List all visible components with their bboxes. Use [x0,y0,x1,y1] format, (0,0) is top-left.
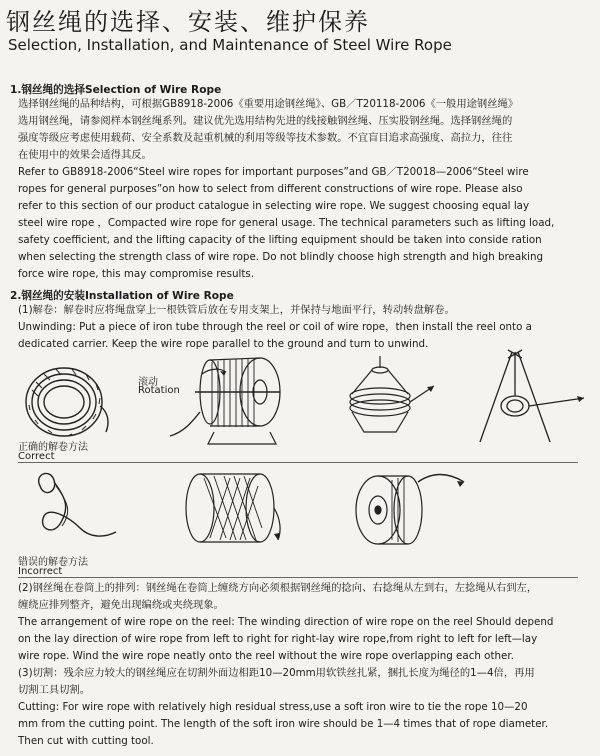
section1-line: Refer to GB8918-2006“Steel wire ropes for important purposes”and GB／T20018—2006“Steel wire [18,166,529,178]
cutting-line: (3)切割：残余应力较大的钢丝绳应在切割外面边相距10—20mm用软铁丝扎紧，捆扎长度为绳径的1—4倍，再用 [18,667,535,679]
incorrect-coil-figure [170,468,290,550]
arrangement-text [18,580,553,665]
section1-line: steel wire rope ，Compacted wire rope for general usage. The technical parameters such as lifting load, [18,217,555,229]
cutting-text [18,665,548,750]
correct-label-cn: 正确的解卷方法 [18,442,88,453]
arrangement-line: (2)钢丝绳在卷筒上的排列：钢丝绳在卷筒上缠绕方向必须根据钢丝绳的捻向、右捻绳从左到右，左捻绳从右到左， [18,582,538,594]
arrangement-line: on the lay direction of wire rope from left to right for right-lay wire rope,from right to left for left—lay [18,633,538,645]
page-title-cn: 钢丝绳的选择、安装、维护保养 [6,8,370,36]
cutting-line: Cutting: For wire rope with relatively high residual stress,use a soft iron wire to tie the rope 10—20 [18,701,528,713]
section1-line: safety coefficient, and the lifting capacity of the lifting equipment should be taken into conside ration [18,234,542,246]
incorrect-label-cn: 错误的解卷方法 [18,557,88,568]
page-title-en: Selection, Installation, and Maintenance of Steel Wire Rope [8,36,452,54]
unwinding-line: dedicated carrier. Keep the wire rope parallel to the ground and turn to unwind. [18,338,429,350]
cutting-line: mm from the cutting point. The length of the soft iron wire should be 1—4 times that of rope diameter. [18,718,549,730]
section1-line: force wire rope, this may compromise results. [18,268,255,280]
rotation-label-cn: 滚动 [138,377,158,388]
correct-turntable-figure [338,352,438,442]
incorrect-loop-figure [30,468,120,548]
section2-heading: 2.钢丝绳的安装Installation of Wire Rope [10,290,234,302]
correct-divider [18,462,578,463]
section1-line: 选用钢丝绳，请参阅样本钢丝绳系列。建议优先选用结构先进的线接触钢丝绳、压实股钢丝绳。选择钢丝绳的 [18,115,513,127]
incorrect-divider [18,577,578,578]
incorrect-label-en: Incorrect [18,566,63,577]
correct-reel-rotation-figure [150,352,315,448]
section1-heading: 1.钢丝绳的选择Selection of Wire Rope [10,84,222,96]
unwinding-line: Unwinding: Put a piece of iron tube through the reel or coil of wire rope，then install the reel onto a [18,321,532,333]
section1-line: when selecting the strength class of wire rope. Do not blindly choose high strength and high breaking [18,251,544,263]
unwinding-line: (1)解卷：解卷时应将绳盘穿上一根铁管后放在专用支架上，并保持与地面平行，转动转盘解卷。 [18,304,455,316]
incorrect-reel-figure [348,468,468,552]
section1-line: 选择钢丝绳的品种结构，可根据GB8918-2006《重要用途钢丝绳》、GB／T20118-2006《一般用途钢丝绳》 [18,98,519,110]
correct-coil-figure [22,360,112,440]
section1-line: ropes for general purposes”on how to select from different constructions of wire rope. Please also [18,183,523,195]
section1-line: 强度等级应考虑使用载荷、安全系数及起重机械的利用等级等技术参数。不宜盲目追求高强度、高拉力，往往 [18,132,513,144]
correct-tripod-figure [462,346,587,446]
rotation-label-en: Rotation [138,385,180,396]
section1-line: refer to this section of our product catalogue in selecting wire rope. We suggest choosing equal lay [18,200,530,212]
correct-label-en: Correct [18,451,55,462]
cutting-line: Then cut with cutting tool. [18,735,154,747]
arrangement-line: The arrangement of wire rope on the reel: The winding direction of wire rope on the reel Should depend [18,616,554,628]
section1-line: 在使用中的效果会适得其反。 [18,149,152,161]
arrangement-line: wire rope. Wind the wire rope neatly onto the reel without the wire rope overlapping each other. [18,650,514,662]
section1-body [18,96,554,283]
arrangement-line: 缠绕应排列整齐，避免出现编绕或夹绕现象。 [18,599,224,611]
cutting-line: 切割工具切割。 [18,684,91,696]
unwinding-text [18,302,532,353]
